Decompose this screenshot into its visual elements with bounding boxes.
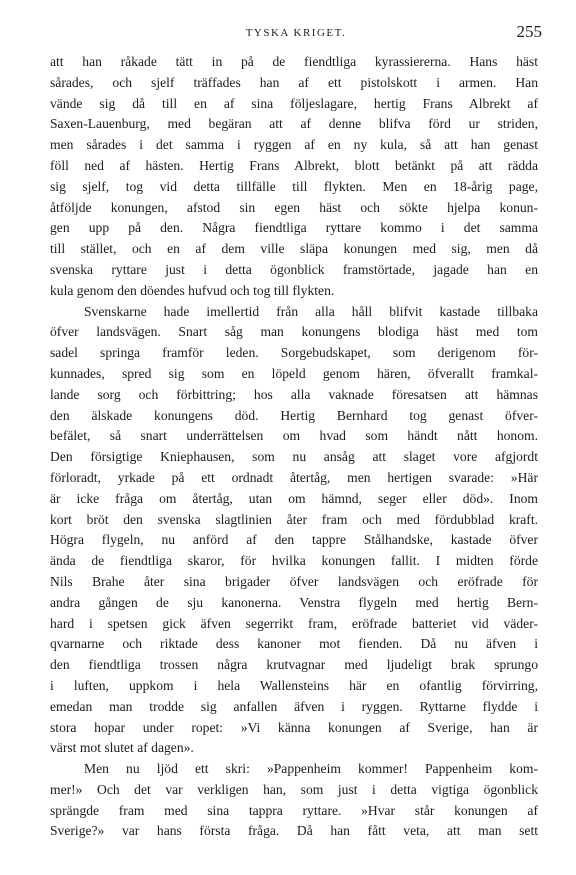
text-line: till stället, och en af dem ville släpa konungen med sig, men då [50, 241, 538, 257]
text-line: i luften, uppkom i hela Wallensteins här en ofantlig förvirring, [50, 677, 538, 693]
text-line: befälet, så snart underrättelsen om hvad som händt nått honom. [50, 428, 538, 444]
text-line: lande sorg och förbittring; hos alla vaknade föresatsen att hämnas [50, 386, 538, 402]
text-line: Sverige?» var hans första fråga. Då han fått veta, att man sett [50, 823, 538, 839]
text-line: Men nu ljöd ett skri: »Pappenheim kommer! Pappenheim kom- [84, 761, 538, 777]
text-line: Den försigtige Kniephausen, som nu ansåg att slaget vore afgjordt [50, 449, 538, 465]
text-line: kort bröt den svenska slagtlinien åter fram och med fördubblad kraft. [50, 511, 538, 527]
text-line: men sårades i det samma i ryggen af en ny kula, så att han genast [50, 137, 538, 153]
text-line: stora hopar under ropet: »Vi känna konungen af Sverige, han är [50, 719, 538, 735]
text-line: värst mot slutet af dagen». [50, 740, 194, 756]
text-line: kunnades, spred sig som en löpeld genom hären, öfverallt framkal- [50, 365, 538, 381]
text-line: är icke fråga om återtåg, utan om hämnd, seger eller död». Inom [50, 490, 538, 506]
text-line: föll ned af hästen. Hertig Frans Albrekt, blott betänkt på att rädda [50, 157, 538, 173]
text-line: vände sig då till en af sina följeslagare, hertig Frans Albrekt af [50, 95, 538, 111]
text-line: åtföljde konungen, afstod sin egen häst och sökte hjelpa konun- [50, 199, 538, 215]
body-text [50, 52, 538, 842]
text-line: förloradt, yrkade på ett ordnadt återtåg, men hertigen svarade: »Här [50, 469, 538, 485]
text-line: den fiendtliga trossen några krutvagnar med ljudeligt brak sprungo [50, 657, 538, 673]
text-line: Svenskarne hade imellertid från alla håll blifvit kastade tillbaka [84, 303, 538, 319]
text-line: andra gången de sju kanonerna. Venstra flygeln med hertig Bern- [50, 594, 538, 610]
text-line: hard i spetsen gick äfven segerrikt fram, eröfrade batteriet vid väder- [50, 615, 538, 631]
text-line: sig sjelf, tog vid detta tillfälle till flykten. Men en 18-årig page, [50, 178, 538, 194]
text-line: qvarnarne och riktade dess kanoner mot fienden. Då nu äfven i [50, 636, 538, 652]
text-line: sadel springa framför leden. Sorgebudskapet, som derigenom för- [50, 345, 538, 361]
text-line: gen upp på den. Några fiendtliga ryttare kommo i det samma [50, 220, 538, 236]
text-line: att han råkade tätt in på de fiendtliga kyrassiererna. Hans häst [50, 54, 538, 69]
text-line: Saxen-Lauenburg, med begäran att af denne blifva förd ur striden, [50, 116, 538, 132]
text-line: emedan man trodde sig anfallen äfven i ryggen. Ryttarne flydde i [50, 698, 538, 714]
text-line: sprängde fram med sina tappra ryttare. »Hvar står konungen af [50, 802, 538, 818]
text-line: svenska ryttare just i detta ögonblick framstörtade, jagade han en [50, 261, 538, 277]
page-number: 255 [516, 22, 542, 41]
text-line: Nils Brahe åter sina brigader öfver landsvägen och eröfrade för [50, 573, 538, 589]
text-line: sårades, och sjelf träffades han af ett pistolskott i armen. Han [50, 74, 538, 90]
running-head [50, 22, 542, 44]
running-title: TYSKA KRIGET. [245, 27, 347, 39]
text-line: mer!» Och det var verkligen han, som just i detta vigtiga ögonblick [50, 781, 538, 797]
text-line: kula genom den döendes hufvud och tog till flykten. [50, 282, 335, 298]
text-line: ända de fiendtliga skaror, för hvilka konungen fallit. I midten förde [50, 553, 538, 569]
text-line: öfver landsvägen. Snart såg man konungens blodiga häst med tom [50, 324, 538, 340]
text-line: den älskade konungens död. Hertig Bernhard tog genast öfver- [50, 407, 538, 423]
text-line: Högra flygeln, nu anförd af den tappre Stålhandske, kastade öfver [50, 532, 538, 548]
